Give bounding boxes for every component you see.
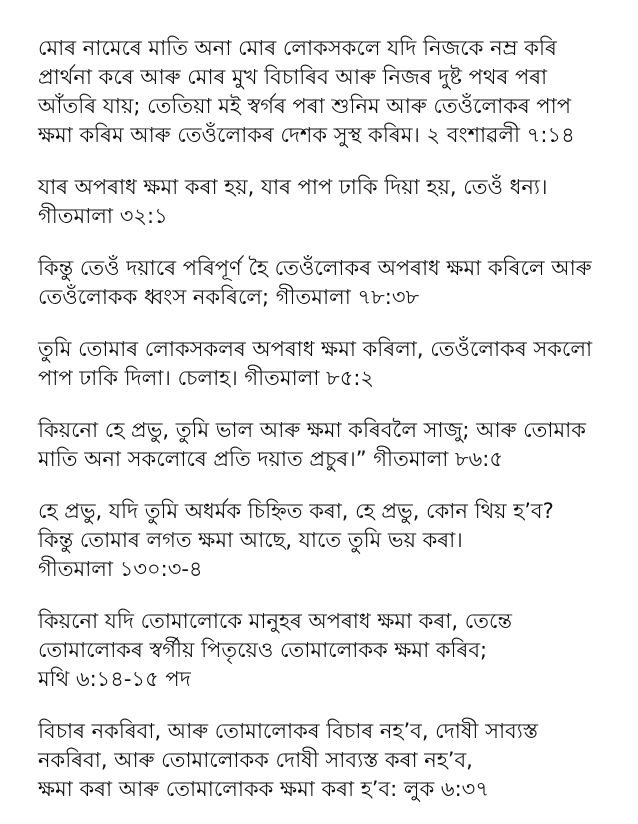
text-line: তুমি তোমাৰ লোকসকলৰ অপৰাধ ক্ষমা কৰিলা, তেওঁলোকৰ সকলো bbox=[38, 337, 593, 361]
text-line: পাপ ঢাকি দিলা। চেলাহ। গীতমালা ৮৫:২ bbox=[38, 366, 375, 390]
text-line: বিচাৰ নকৰিবা, আৰু তোমালোকৰ বিচাৰ নহ’ব, দোষী সাব্যস্ত bbox=[38, 719, 538, 743]
verse-paragraph-1 bbox=[38, 34, 608, 150]
text-line: মাতি অনা সকলোৰে প্ৰতি দয়াত প্ৰচুৰ।” গীতমালা ৮৬:৫ bbox=[38, 447, 503, 471]
text-line: কিয়নো হে প্ৰভু, তুমি ভাল আৰু ক্ষমা কৰিবলৈ সাজু; আৰু তোমাক bbox=[38, 418, 586, 442]
text-line: ক্ষমা কৰিম আৰু তেওঁলোকৰ দেশক সুস্থ কৰিম। ২ বংশাৱলী ৭:১৪ bbox=[38, 123, 575, 147]
text-line: মথি ৬:১৪-১৫ পদ bbox=[38, 667, 191, 691]
verse-paragraph-3 bbox=[38, 254, 608, 312]
text-line: হে প্ৰভু, যদি তুমি অধৰ্মক চিহ্নিত কৰা, হে প্ৰভু, কোন থিয় হ’ব? bbox=[38, 499, 554, 523]
text-line: কিন্তু তেওঁ দয়াৰে পৰিপূৰ্ণ হৈ তেওঁলোকৰ অপৰাধ ক্ষমা কৰিলে আৰু bbox=[38, 256, 592, 280]
text-line: তেওঁলোকক ধ্বংস নকৰিলে; গীতমালা ৭৮:৩৮ bbox=[38, 285, 420, 309]
verse-paragraph-7 bbox=[38, 607, 608, 694]
text-line: গীতমালা ১৩০:৩-৪ bbox=[38, 557, 203, 581]
text-line: কিন্তু তোমাৰ লগত ক্ষমা আছে, যাতে তুমি ভয় কৰা। bbox=[38, 528, 463, 552]
text-line: মোৰ নামেৰে মাতি অনা মোৰ লোকসকলে যদি নিজকে নম্ৰ কৰি bbox=[38, 36, 557, 60]
text-line: নকৰিবা, আৰু তোমালোকক দোষী সাব্যস্ত কৰা নহ’ব, bbox=[38, 748, 473, 772]
verse-paragraph-2 bbox=[38, 173, 608, 231]
verse-paragraph-6 bbox=[38, 497, 608, 584]
text-line: যাৰ অপৰাধ ক্ষমা কৰা হয়, যাৰ পাপ ঢাকি দিয়া হয়, তেওঁ ধন্য। bbox=[38, 175, 548, 199]
verse-paragraph-5 bbox=[38, 416, 608, 474]
text-line: গীতমালা ৩২:১ bbox=[38, 204, 168, 228]
verse-paragraph-8 bbox=[38, 717, 608, 804]
text-line: কিয়নো যদি তোমালোকে মানুহৰ অপৰাধ ক্ষমা কৰা, তেন্তে bbox=[38, 609, 512, 633]
text-line: প্ৰাৰ্থনা কৰে আৰু মোৰ মুখ বিচাৰিব আৰু নিজৰ দুষ্ট পথৰ পৰা bbox=[38, 65, 548, 89]
text-line: আঁতৰি যায়; তেতিয়া মই স্বৰ্গৰ পৰা শুনিম আৰু তেওঁলোকৰ পাপ bbox=[38, 94, 572, 118]
verse-paragraph-4 bbox=[38, 335, 608, 393]
text-line: তোমালোকৰ স্বৰ্গীয় পিতৃয়েও তোমালোকক ক্ষমা কৰিব; bbox=[38, 638, 488, 662]
text-line: ক্ষমা কৰা আৰু তোমালোকক ক্ষমা কৰা হ’ব: লুক ৬:৩৭ bbox=[38, 777, 489, 801]
